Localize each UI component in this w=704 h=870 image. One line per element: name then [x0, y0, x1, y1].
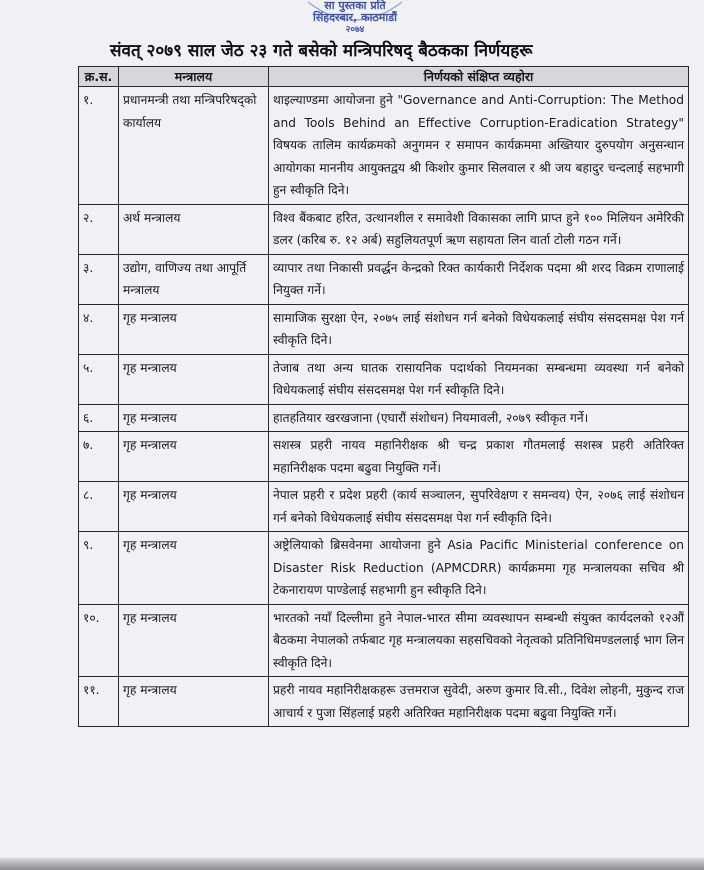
row-serial: ११.	[79, 677, 119, 727]
row-ministry: गृह मन्त्रालय	[119, 677, 269, 727]
row-ministry: गृह मन्त्रालय	[119, 604, 269, 677]
row-summary: तेजाब तथा अन्य घातक रासायनिक पदार्थको नियमनका सम्बन्धमा व्यवस्था गर्न बनेको विधेयकलाई संघीय संसदसमक्ष पेश गर्न स्वीकृति दिने।	[269, 354, 689, 404]
row-ministry: अर्थ मन्त्रालय	[119, 204, 269, 254]
row-ministry: गृह मन्त्रालय	[119, 354, 269, 404]
header-ministry: मन्त्रालय	[119, 67, 269, 87]
row-summary: सशस्त्र प्रहरी नायव महानिरीक्षक श्री चन्द्र प्रकाश गौतमलाई सशस्त्र प्रहरी अतिरिक्त महानिरीक्षक पदमा बढुवा नियुक्ति गर्ने।	[269, 432, 689, 482]
scan-edge	[0, 858, 704, 870]
row-summary: प्रहरी नायव महानिरीक्षकहरू उत्तमराज सुवेदी, अरुण कुमार वि.सी., दिवेश लोहनी, मुकुन्द राज आचार्य र पुजा सिंहलाई प्रहरी अतिरिक्त महानिरीक्षक पदमा बढुवा नियुक्ति गर्ने।	[269, 677, 689, 727]
row-serial: ६.	[79, 404, 119, 432]
table-row	[79, 304, 689, 354]
table-row	[79, 87, 689, 205]
office-stamp	[300, 0, 410, 40]
row-ministry: गृह मन्त्रालय	[119, 404, 269, 432]
table-header-row	[79, 67, 689, 87]
table-row	[79, 254, 689, 304]
table-row	[79, 532, 689, 605]
table-row	[79, 432, 689, 482]
stamp-line-2: सिंहदरबार, काठमाडौं	[313, 11, 397, 24]
row-serial: ८.	[79, 482, 119, 532]
row-ministry: गृह मन्त्रालय	[119, 532, 269, 605]
row-serial: १.	[79, 87, 119, 205]
row-summary: व्यापार तथा निकासी प्रवर्द्धन केन्द्रको रिक्त कार्यकारी निर्देशक पदमा श्री शरद विक्रम राणालाई नियुक्त गर्ने।	[269, 254, 689, 304]
row-summary: भारतको नयाँ दिल्लीमा हुने नेपाल-भारत सीमा व्यवस्थापन सम्बन्धी संयुक्त कार्यदलको १२औं बैठकमा नेपालको तर्फबाट गृह मन्त्रालयका सहसचिवको नेतृत्वको प्रतिनिधिमण्डललाई भाग लिन स्वीकृति दिने।	[269, 604, 689, 677]
row-summary: थाइल्याण्डमा आयोजना हुने "Governance and Anti-Corruption: The Method and Tools Behind an Effective Corruption-Eradication Strategy" विषयक तालिम कार्यक्रमको अनुगमन र समापन कार्यक्रममा अख्तियार दुरुपयोग अनुसन्धान आयोगका माननीय आयुक्तद्वय श्री किशोर कुमार सिलवाल र श्री जय बहादुर चन्दलाई सहभागी हुन स्वीकृति दिने।	[269, 87, 689, 205]
row-serial: १०.	[79, 604, 119, 677]
row-summary: विश्व बैंकबाट हरित, उत्थानशील र समावेशी विकासका लागि प्राप्त हुने १०० मिलियन अमेरिकी डलर (करिब रु. १२ अर्ब) सहुलियतपूर्ण ऋण सहायता लिन वार्ता टोली गठन गर्ने।	[269, 204, 689, 254]
stamp-line-3: २०७४	[345, 25, 365, 35]
table-row	[79, 677, 689, 727]
row-ministry: गृह मन्त्रालय	[119, 304, 269, 354]
row-serial: २.	[79, 204, 119, 254]
row-summary: नेपाल प्रहरी र प्रदेश प्रहरी (कार्य सञ्चालन, सुपरिवेक्षण र समन्वय) ऐन, २०७६ लाई संशोधन गर्न बनेको विधेयकलाई संघीय संसदसमक्ष पेश गर्न स्वीकृति दिने।	[269, 482, 689, 532]
row-serial: ३.	[79, 254, 119, 304]
table-row	[79, 482, 689, 532]
page-title: संवत् २०७९ साल जेठ २३ गते बसेको मन्त्रिपरिषद् बैठकका निर्णयहरू	[110, 41, 533, 61]
row-serial: ४.	[79, 304, 119, 354]
header-serial: क्र.स.	[79, 67, 119, 87]
row-summary: सामाजिक सुरक्षा ऐन, २०७५ लाई संशोधन गर्न बनेको विधेयकलाई संघीय संसदसमक्ष पेश गर्न स्वीकृति दिने।	[269, 304, 689, 354]
header-summary: निर्णयको संक्षिप्त व्यहोरा	[269, 67, 689, 87]
row-serial: ७.	[79, 432, 119, 482]
table-row	[79, 404, 689, 432]
table-row	[79, 204, 689, 254]
row-ministry: गृह मन्त्रालय	[119, 482, 269, 532]
row-ministry: प्रधानमन्त्री तथा मन्त्रिपरिषद्को कार्यालय	[119, 87, 269, 205]
row-serial: ५.	[79, 354, 119, 404]
stamp-line-1: सा पुस्तका प्रति	[324, 0, 386, 12]
row-ministry: गृह मन्त्रालय	[119, 432, 269, 482]
row-ministry: उद्योग, वाणिज्य तथा आपूर्ति मन्त्रालय	[119, 254, 269, 304]
decisions-table	[78, 66, 689, 727]
row-summary: अष्ट्रेलियाको ब्रिसवेनमा आयोजना हुने Asia Pacific Ministerial conference on Disaster Risk Reduction (APMCDRR) कार्यक्रममा गृह मन्त्रालयका सचिव श्री टेकनारायण पाण्डेलाई सहभागी हुन स्वीकृति दिने।	[269, 532, 689, 605]
row-serial: ९.	[79, 532, 119, 605]
row-summary: हातहतियार खरखजाना (एघारौं संशोधन) नियमावली, २०७९ स्वीकृत गर्ने।	[269, 404, 689, 432]
table-row	[79, 354, 689, 404]
table-row	[79, 604, 689, 677]
